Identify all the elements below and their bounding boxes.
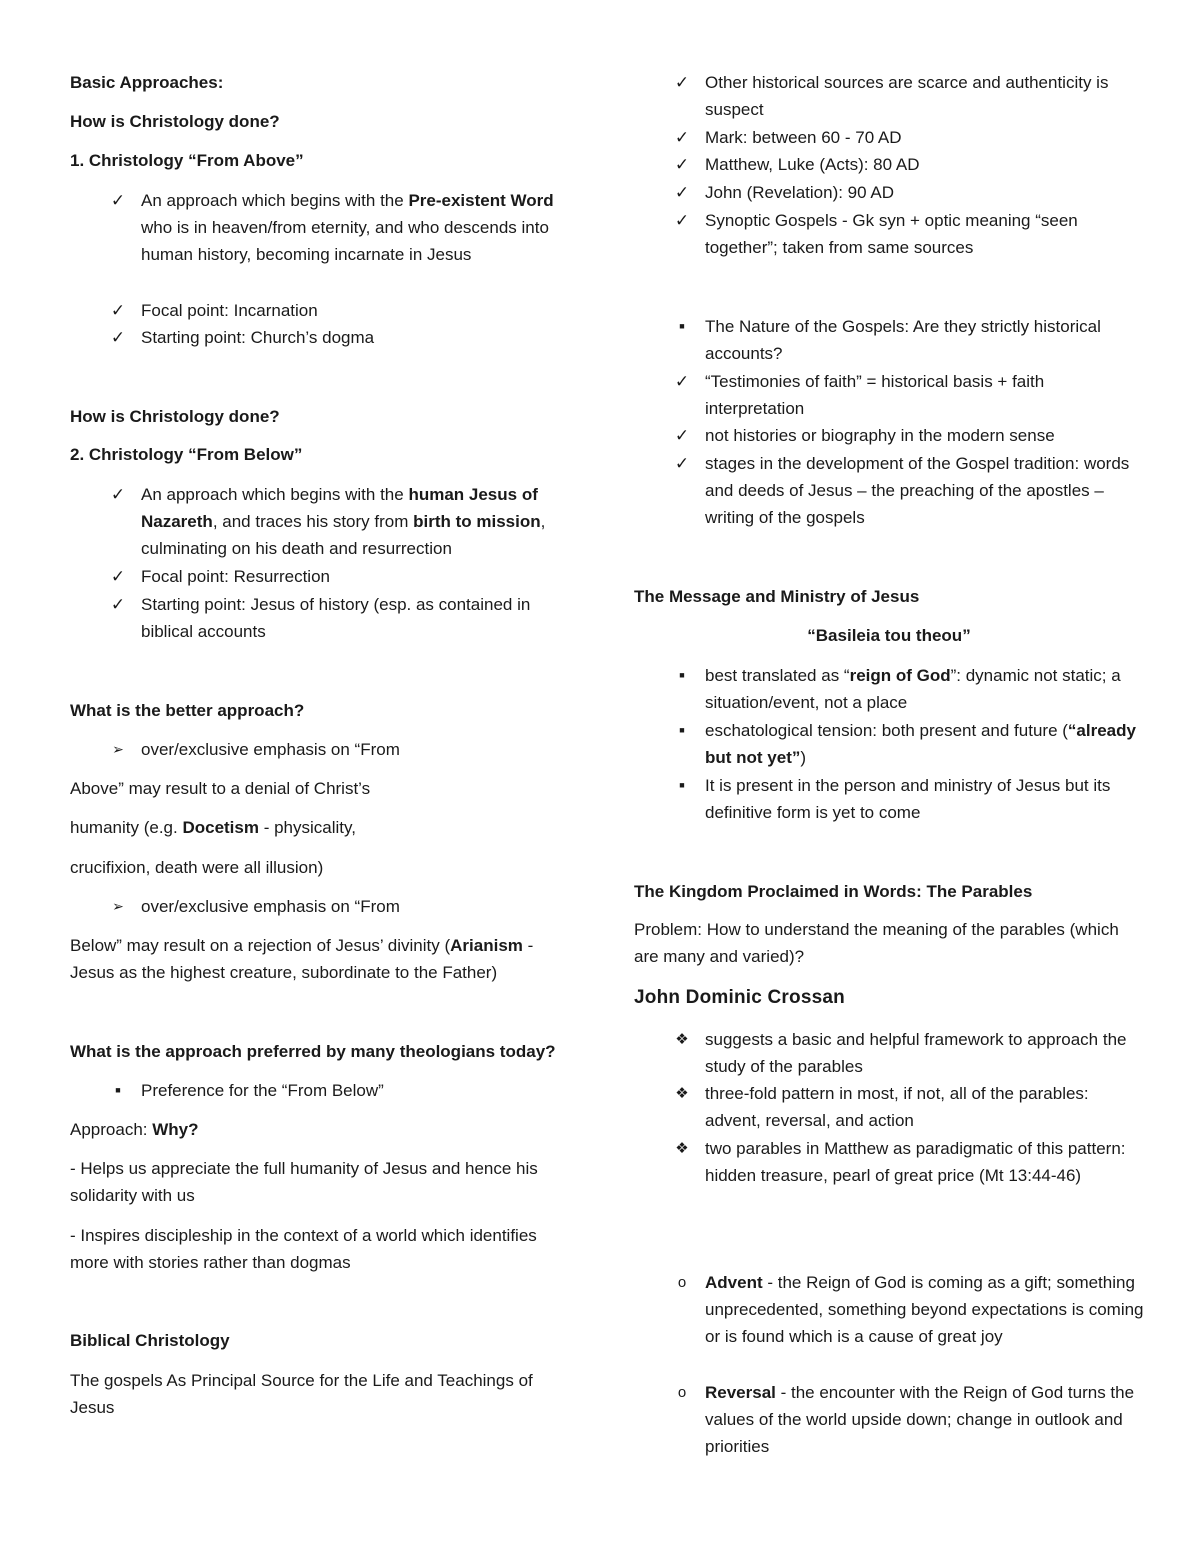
diamond-bullet-icon: ❖ <box>675 1140 689 1157</box>
how-is-christology-done-heading: How is Christology done? <box>70 112 280 131</box>
list-item: ■ best translated as “reign of God”: dynamic not static; a situation/event, not a place <box>634 662 1144 716</box>
item-text: three-fold pattern in most, if not, all of the parables: advent, reversal, and action <box>705 1084 1089 1130</box>
list-item <box>70 591 570 645</box>
basic-approaches-heading: Basic Approaches: <box>70 73 224 92</box>
list-item <box>70 563 570 590</box>
list-item: o Advent - the Reign of God is coming as a gift; something unprecedented, something beyond expectations is coming or is found which is a cause of great joy <box>634 1269 1144 1350</box>
item-text: Starting point: Church’s dogma <box>141 328 375 347</box>
item-text: Starting point: Jesus of history (esp. as contained in biblical accounts <box>141 595 531 641</box>
from-above-heading: 1. Christology “From Above” <box>70 151 304 170</box>
list-item <box>70 481 570 562</box>
list-item <box>634 313 1144 367</box>
item-text: It is present in the person and ministry of Jesus but its definitive form is yet to come <box>705 776 1111 822</box>
list-item <box>634 422 1144 449</box>
circle-bullet-icon: o <box>677 1384 687 1401</box>
list-item <box>70 1077 570 1104</box>
item-emphasis: Pre-existent Word <box>408 191 554 210</box>
check-icon: ✓ <box>110 485 126 504</box>
square-bullet-icon: ■ <box>679 725 685 735</box>
check-icon: ✓ <box>674 426 690 445</box>
item-text: , culminating on his death and resurrection <box>141 512 546 558</box>
basileia-title: “Basileia tou theou” <box>807 626 971 645</box>
list-item <box>634 772 1144 826</box>
better-approach-question: What is the better approach? <box>70 701 305 720</box>
list-item <box>634 179 1144 206</box>
list-item <box>634 207 1144 261</box>
preferred-approach-question: What is the approach preferred by many theologians today? <box>70 1042 556 1061</box>
paragraph: - Inspires discipleship in the context of a world which identifies more with stories rather than dogmas <box>70 1226 537 1272</box>
item-text: Other historical sources are scarce and authenticity is suspect <box>705 73 1109 119</box>
item-text: The Nature of the Gospels: Are they strictly historical accounts? <box>705 317 1101 363</box>
item-text: Focal point: Resurrection <box>141 567 330 586</box>
list-item <box>70 736 570 763</box>
paragraph: Below” may result on a rejection of Jesus’ divinity (Arianism - Jesus as the highest creature, subordinate to the Father) <box>70 936 534 982</box>
list-item: o Reversal - the encounter with the Reign of God turns the values of the world upside down; change in outlook and priorities <box>634 1379 1144 1460</box>
square-bullet-icon: ■ <box>115 1085 121 1095</box>
approach-why: Approach: Why? <box>70 1120 199 1139</box>
item-text: over/exclusive emphasis on “From <box>141 740 400 759</box>
item-emphasis: human Jesus of Nazareth <box>141 485 538 531</box>
check-icon: ✓ <box>674 128 690 147</box>
biblical-christology-heading: Biblical Christology <box>70 1331 230 1350</box>
item-text: Preference for the “From Below” <box>141 1081 384 1100</box>
list-item <box>70 187 570 268</box>
list-item <box>634 151 1144 178</box>
square-bullet-icon: ■ <box>679 321 685 331</box>
item-text: suggests a basic and helpful framework to approach the study of the parables <box>705 1030 1127 1076</box>
paragraph-line: crucifixion, death were all illusion) <box>70 858 324 877</box>
item-text: John (Revelation): 90 AD <box>705 183 894 202</box>
item-emphasis: reign of God <box>849 666 951 685</box>
problem-paragraph: Problem: How to understand the meaning of the parables (which are many and varied)? <box>634 920 1119 966</box>
check-icon: ✓ <box>674 372 690 391</box>
item-emphasis: birth to mission <box>413 512 541 531</box>
list-item <box>634 1080 1144 1134</box>
check-icon: ✓ <box>674 183 690 202</box>
check-icon: ✓ <box>110 567 126 586</box>
message-ministry-heading: The Message and Ministry of Jesus <box>634 587 920 606</box>
list-item <box>70 324 570 351</box>
item-text: over/exclusive emphasis on “From <box>141 897 400 916</box>
paragraph: The gospels As Principal Source for the Life and Teachings of Jesus <box>70 1371 533 1417</box>
check-icon: ✓ <box>110 191 126 210</box>
arianism-term: Arianism <box>450 936 523 955</box>
item-text: stages in the development of the Gospel tradition: words and deeds of Jesus – the preaching of the apostles – writing of the gospels <box>705 454 1130 527</box>
kingdom-parables-heading: The Kingdom Proclaimed in Words: The Parables <box>634 882 1033 901</box>
item-text: Mark: between 60 - 70 AD <box>705 128 902 147</box>
list-item <box>634 1135 1144 1189</box>
item-text: Focal point: Incarnation <box>141 301 318 320</box>
circle-bullet-icon: o <box>677 1274 687 1291</box>
paragraph-line: Above” may result to a denial of Christ’s <box>70 779 371 798</box>
check-icon: ✓ <box>674 73 690 92</box>
check-icon: ✓ <box>110 595 126 614</box>
item-text: Synoptic Gospels - Gk syn + optic meaning “seen together”; taken from same sources <box>705 211 1078 257</box>
check-icon: ✓ <box>674 155 690 174</box>
list-item <box>634 368 1144 422</box>
list-item: ■ eschatological tension: both present and future (“already but not yet”) <box>634 717 1144 771</box>
item-text: “Testimonies of faith” = historical basis + faith interpretation <box>705 372 1045 418</box>
check-icon: ✓ <box>674 211 690 230</box>
from-below-heading: 2. Christology “From Below” <box>70 445 303 464</box>
arrow-bullet-icon: ➢ <box>112 741 124 757</box>
list-item <box>634 1026 1144 1080</box>
item-text: who is in heaven/from eternity, and who descends into human history, becoming incarnate in Jesus <box>141 218 549 264</box>
how-is-christology-done-heading: How is Christology done? <box>70 407 280 426</box>
item-emphasis: Advent <box>705 1273 763 1292</box>
item-emphasis: Reversal <box>705 1383 776 1402</box>
docetism-term: Docetism <box>182 818 259 837</box>
list-item <box>634 450 1144 531</box>
paragraph: - Helps us appreciate the full humanity of Jesus and hence his solidarity with us <box>70 1159 538 1205</box>
why-term: Why? <box>152 1120 199 1139</box>
check-icon: ✓ <box>110 301 126 320</box>
diamond-bullet-icon: ❖ <box>675 1085 689 1102</box>
crossan-name-heading: John Dominic Crossan <box>634 987 845 1008</box>
check-icon: ✓ <box>674 454 690 473</box>
square-bullet-icon: ■ <box>679 670 685 680</box>
item-text: not histories or biography in the modern sense <box>705 426 1055 445</box>
square-bullet-icon: ■ <box>679 780 685 790</box>
list-item <box>634 69 1144 123</box>
diamond-bullet-icon: ❖ <box>675 1031 689 1048</box>
arrow-bullet-icon: ➢ <box>112 898 124 914</box>
item-text: two parables in Matthew as paradigmatic of this pattern: hidden treasure, pearl of great price (Mt 13:44-46) <box>705 1139 1126 1185</box>
item-text: An approach which begins with the <box>141 485 409 504</box>
list-item <box>634 124 1144 151</box>
item-text: Matthew, Luke (Acts): 80 AD <box>705 155 920 174</box>
check-icon: ✓ <box>110 328 126 347</box>
paragraph-line: humanity (e.g. Docetism - physicality, <box>70 818 356 837</box>
list-item <box>70 297 570 324</box>
list-item <box>70 893 570 920</box>
item-text: An approach which begins with the <box>141 191 409 210</box>
item-text: , and traces his story from <box>212 512 414 531</box>
item-emphasis: “already but not yet” <box>705 721 1136 767</box>
